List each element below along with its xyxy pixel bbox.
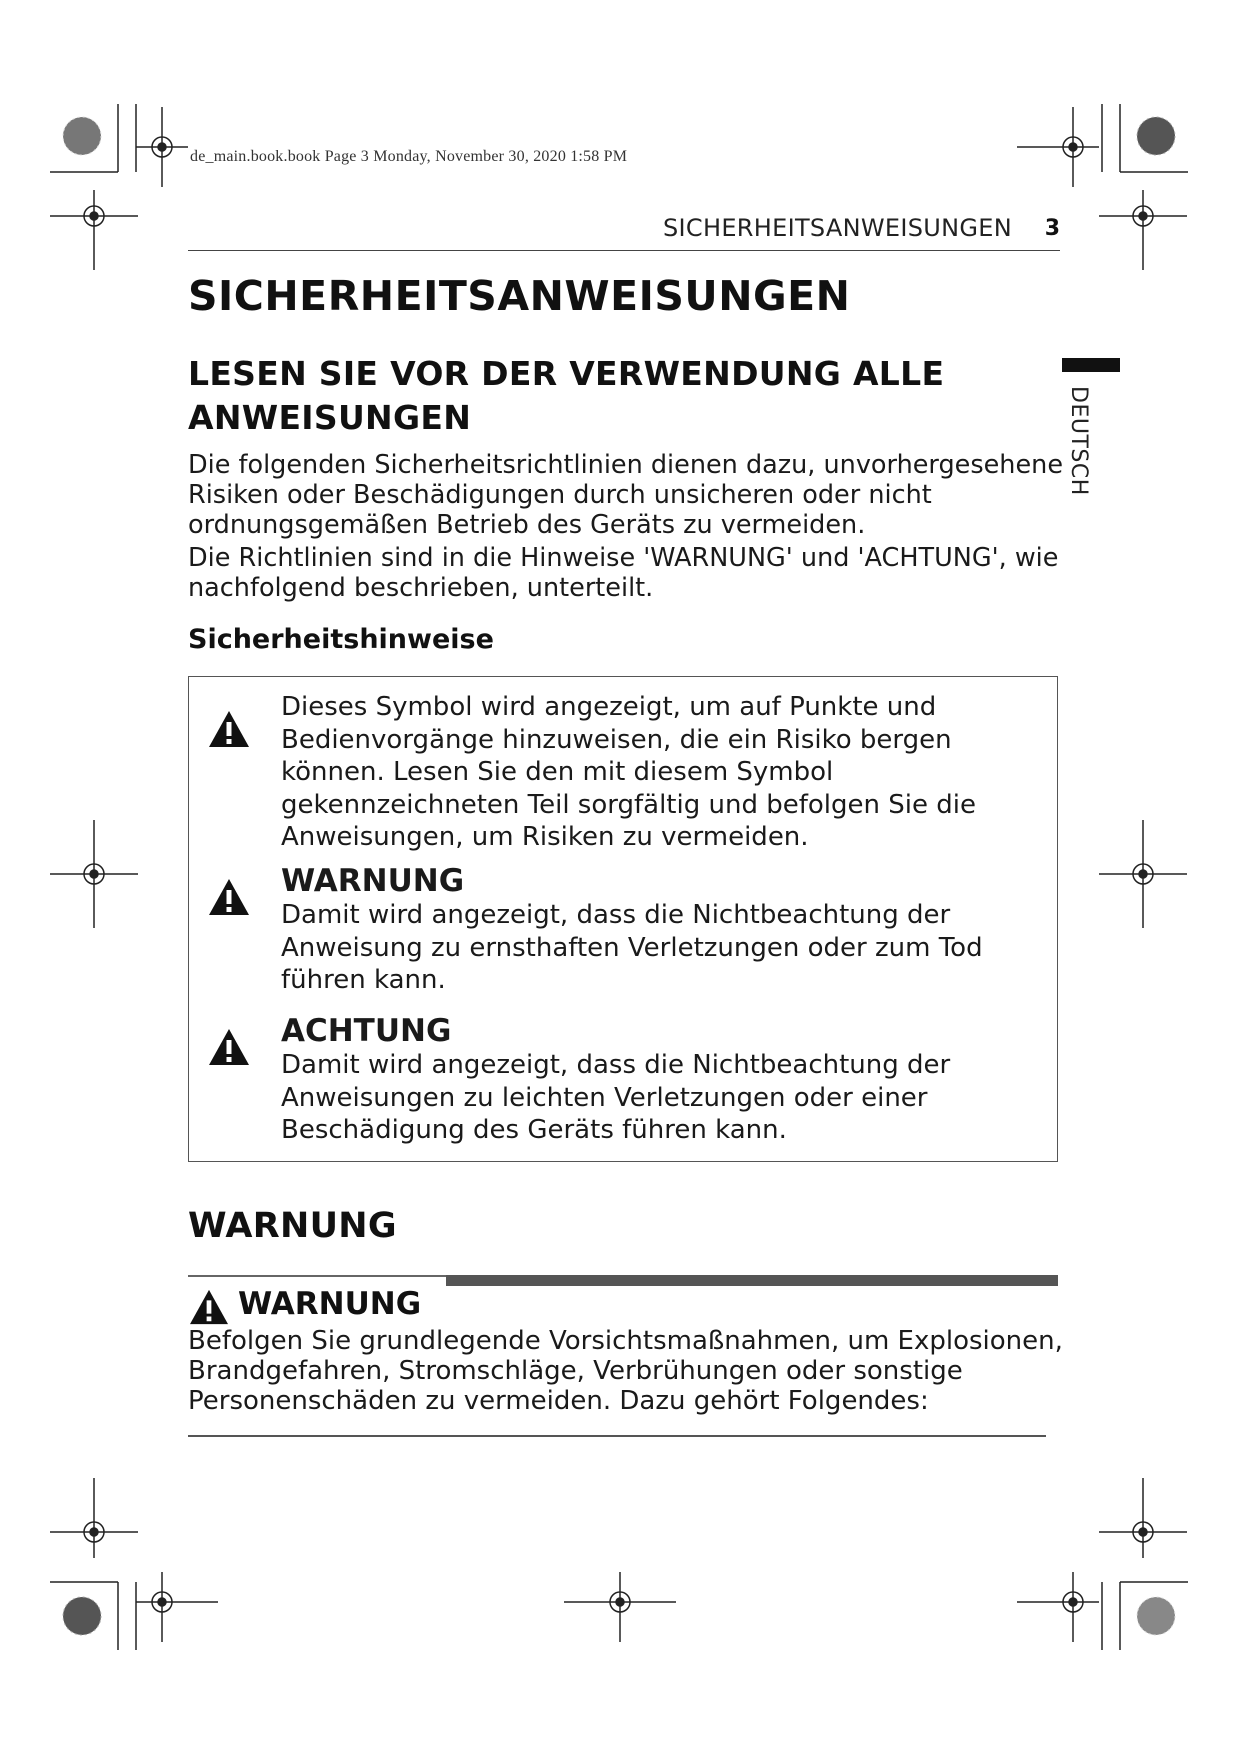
running-header <box>188 210 1060 251</box>
warning-triangle-icon <box>188 1288 230 1326</box>
print-info-line: de_main.book.book Page 3 Monday, November 30, 2020 1:58 PM <box>190 148 628 165</box>
page-title: SICHERHEITSANWEISUNGEN <box>188 272 851 320</box>
page-number: 3 <box>1044 216 1060 241</box>
running-header-title: SICHERHEITSANWEISUNGEN <box>663 214 1012 242</box>
safety-note-warning <box>281 863 1041 997</box>
language-tab-label: DEUTSCH <box>1066 386 1091 496</box>
warning-rule-thick <box>446 1275 1058 1286</box>
safety-note-text: Damit wird angezeigt, dass die Nichtbeachtung der Anweisung zu ernsthaften Verletzungen oder zum Tod führen kann. <box>281 900 983 995</box>
safety-note-text: Dieses Symbol wird angezeigt, um auf Punkte und Bedienvorgänge hinzuweisen, die ein Risiko bergen können. Lesen Sie den mit diesem Symbol gekennzeichneten Teil sorgfältig und befolgen Sie die Anweisungen, um Risiken zu vermeiden. <box>281 692 976 852</box>
warning-section-heading: WARNUNG <box>188 1206 397 1246</box>
language-tab-bar <box>1062 358 1120 372</box>
warning-rule-thin <box>188 1275 448 1277</box>
safety-note-text: Damit wird angezeigt, dass die Nichtbeachtung der Anweisungen zu leichten Verletzungen oder einer Beschädigung des Geräts führen kann. <box>281 1050 951 1145</box>
safety-note-title-achtung: ACHTUNG <box>281 1013 452 1049</box>
language-tab <box>1066 386 1106 496</box>
warning-text: Befolgen Sie grundlegende Vorsichtsmaßnahmen, um Explosionen, Brandgefahren, Stromschläge, Verbrühungen oder sonstige Personenschäden zu vermeiden. Dazu gehört Folgendes: <box>188 1326 1063 1416</box>
warning-label: WARNUNG <box>238 1286 422 1322</box>
warning-triangle-icon <box>207 877 251 917</box>
warning-triangle-icon <box>207 709 251 749</box>
safety-note-title-warnung: WARNUNG <box>281 863 465 899</box>
intro-paragraph-2: Die Richtlinien sind in die Hinweise 'WARNUNG' und 'ACHTUNG', wie nachfolgend beschrieben, unterteilt. <box>188 543 1059 603</box>
safety-notes-heading: Sicherheitshinweise <box>188 624 494 655</box>
safety-notes-box <box>188 676 1058 1162</box>
warning-triangle-icon <box>207 1027 251 1067</box>
intro-paragraph: Die folgenden Sicherheitsrichtlinien dienen dazu, unvorhergesehene Risiken oder Beschädigungen durch unsicheren oder nicht ordnungsgemäßen Betrieb des Geräts zu vermeiden. <box>188 450 1064 540</box>
safety-note-caution <box>281 1013 1041 1147</box>
warning-bottom-rule <box>188 1435 1046 1437</box>
section-heading-read-instructions: LESEN SIE VOR DER VERWENDUNG ALLE ANWEISUNGEN <box>188 354 945 437</box>
